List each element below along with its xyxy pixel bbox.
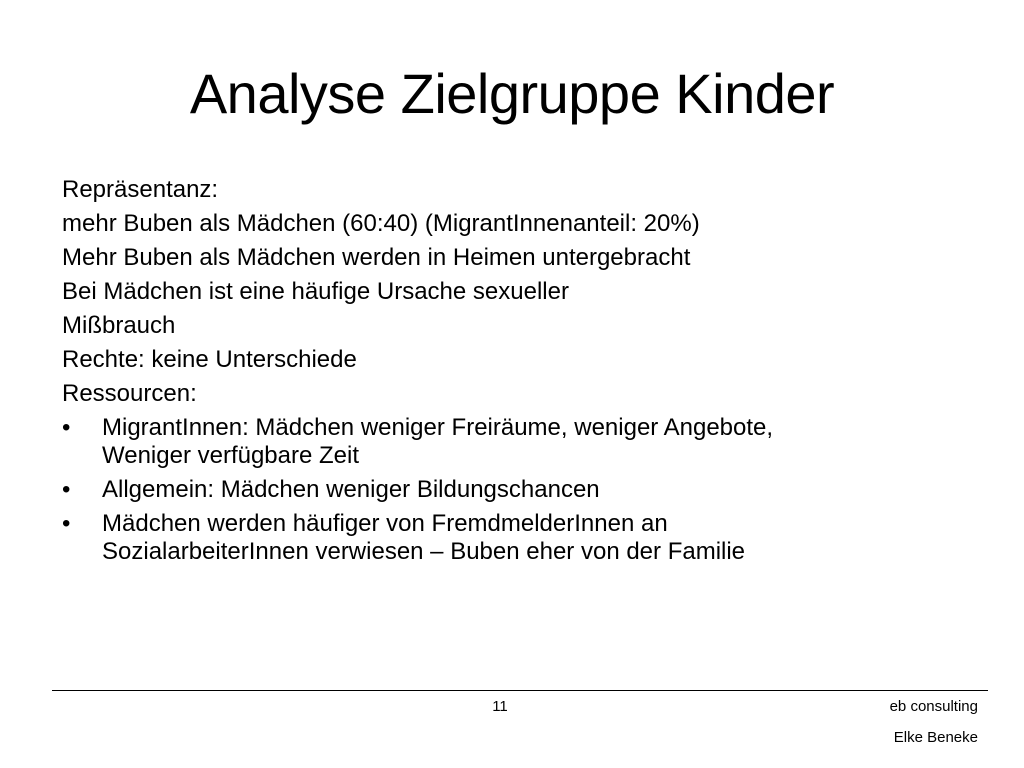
bullet-text: Allgemein: Mädchen weniger Bildungschancen	[102, 476, 600, 503]
footer-divider	[52, 690, 988, 691]
footer-author: Elke Beneke	[893, 729, 978, 746]
bullet-list	[62, 414, 962, 566]
bullet-text: SozialarbeiterInnen verwiesen – Buben eher von der Familie	[102, 538, 746, 565]
text-line-homes: Mehr Buben als Mädchen werden in Heimen untergebracht	[62, 244, 691, 271]
footer-company: eb consulting	[889, 698, 978, 715]
bullet-text: Mädchen werden häufiger von FremdmelderInnen an	[102, 510, 668, 537]
slide-body	[62, 176, 962, 572]
bullet-item-migrants	[62, 414, 962, 470]
bullet-text: Weniger verfügbare Zeit	[102, 442, 360, 469]
slide-title: Analyse Zielgruppe Kinder	[189, 62, 835, 125]
bullet-marker: •	[62, 476, 71, 503]
bullet-item-general	[62, 476, 962, 504]
page-number: 11	[492, 698, 508, 715]
bullet-text: MigrantInnen: Mädchen weniger Freiräume, weniger Angebote,	[102, 414, 774, 441]
text-line-ratio: mehr Buben als Mädchen (60:40) (MigrantInnenanteil: 20%)	[62, 210, 700, 237]
text-line-rights: Rechte: keine Unterschiede	[62, 346, 357, 373]
bullet-marker: •	[62, 414, 71, 441]
text-line-resources-heading: Ressourcen:	[62, 380, 197, 407]
bullet-marker: •	[62, 510, 71, 537]
bullet-item-referral	[62, 510, 962, 566]
text-line-abuse: Mißbrauch	[62, 312, 176, 339]
text-line-cause: Bei Mädchen ist eine häufige Ursache sexueller	[62, 278, 569, 305]
text-line-representation-heading: Repräsentanz:	[62, 176, 219, 203]
